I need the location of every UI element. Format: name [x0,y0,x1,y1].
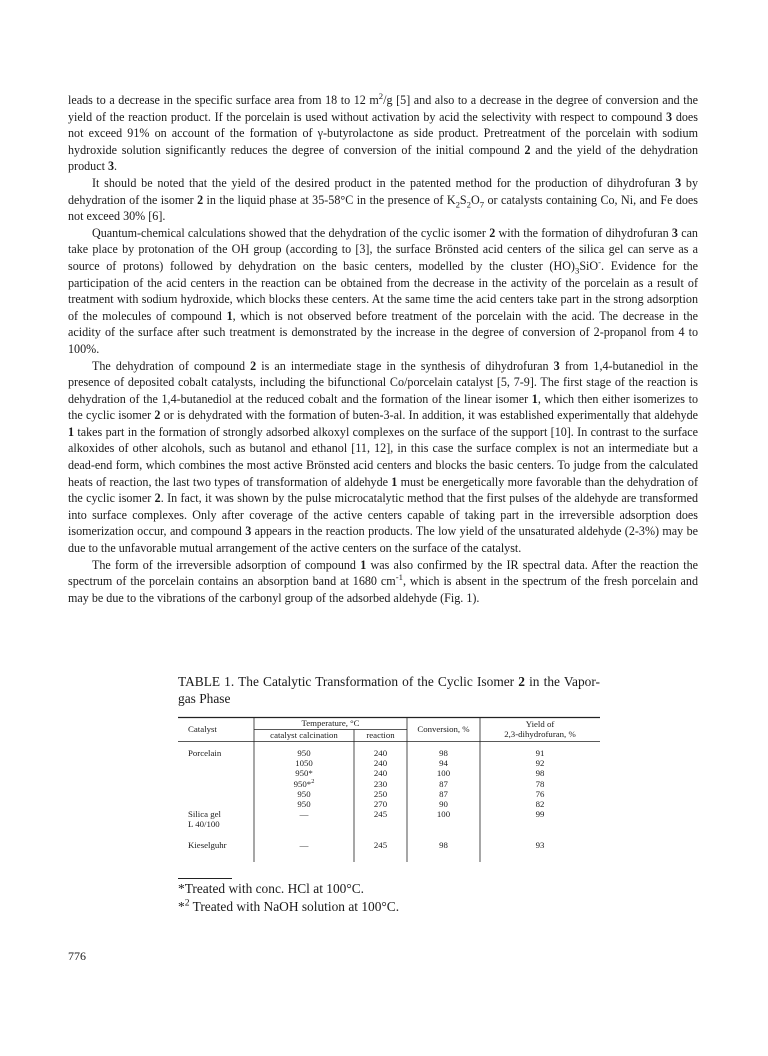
cell-calcination [254,819,354,829]
cell-reaction: 240 [373,768,388,779]
cell-reaction: 245 [373,809,388,820]
cell-catalyst [178,799,254,809]
cell-catalyst: Silica gel [188,809,221,820]
cell-yield: 76 [535,788,545,799]
table-body [178,741,600,850]
data-table [178,717,600,850]
cell-calcination: — [299,809,309,820]
cell-reaction: 240 [373,758,388,769]
cell-reaction: 250 [373,788,388,799]
table-row [178,830,600,850]
cell-catalyst: L 40/100 [188,819,220,830]
cell-conversion: 98 [439,748,448,758]
cell-calcination: 950*$^2$ [293,777,315,789]
table-row [178,768,600,778]
header-catalyst: Catalyst [188,724,217,734]
table-caption: TABLE 1. The Catalytic Transformation of the Cyclic Isomer 2 in the Vapor-gas Phase [178,674,601,706]
cell-yield: 78 [535,778,545,789]
cell-calcination: 950 [297,788,311,799]
cell-catalyst [178,768,254,778]
paragraph-2: It should be noted that the yield of the desired product in the patented method for the production of dihydrofuran 3 by dehydration of the isomer 2 in the liquid phase at 35-58°C in the presence of $K_2S_2O_7$ or catalysts containing Co, Ni, and Fe does not exceed 30% [6]. [68,175,698,224]
footnote-1: *Treated with conc. HCl at 100°C. [178,881,364,896]
cell-calcination: 1050 [295,758,313,769]
cell-conversion: 90 [439,798,448,809]
cell-reaction: 270 [373,798,388,809]
footnote-rule [178,878,232,879]
header-temperature: Temperature, °C [301,718,360,728]
cell-calcination: 950 [297,748,311,758]
cell-yield [480,819,600,829]
cell-yield: 92 [535,758,545,769]
table-row [178,819,600,829]
cell-catalyst: Porcelain [188,748,222,758]
cell-calcination: — [299,839,309,850]
cell-conversion [407,819,480,829]
paragraph-1: leads to a decrease in the specific surface area from 18 to 12 $m^2/g$ [5] and also to a decrease in the degree of conversion and the yield of the reaction product. If the porcelain is used without activation by acid the selectivity with respect to compound 3 does not exceed 91% on account of the formation of γ-butyrolactone as side product. Pretreatment of the porcelain with sodium hydroxide solution significantly reduces the degree of conversion of the initial compound 2 and the yield of the dehydration product 3. [68,90,698,174]
table-row [178,779,600,789]
cell-calcination: 950* [295,768,313,779]
cell-conversion: 87 [439,788,448,799]
cell-catalyst [178,758,254,768]
cell-catalyst: Kieselguhr [188,839,227,850]
header-yield-line2: 2,3-dihydrofuran, % [504,729,576,739]
table-header [178,717,600,741]
cell-calcination: 950 [297,798,311,809]
table-row [178,789,600,799]
cell-catalyst [178,779,254,789]
paragraph-5: The form of the irreversible adsorption of compound 1 was also confirmed by the IR spectral data. After the reaction the spectrum of the porcelain contains an absorption band at 1680 $cm^{-1}$, which is absent in the spectrum of the fresh porcelain and may be due to the vibrations of the carbonyl group of the adsorbed aldehyde (Fig. 1). [68,557,698,605]
cell-yield: 82 [535,798,545,809]
cell-reaction: 230 [373,778,388,789]
cell-conversion: 87 [439,778,448,789]
paragraph-4: The dehydration of compound 2 is an intermediate stage in the synthesis of dihydrofuran 3 from 1,4-butanediol in the presence of deposited cobalt catalysts, including the bifunctional Co/porcelain catalyst [5, 7-9]. The first stage of the reaction is dehydration of the 1,4-butanediol at the reduced cobalt and the formation of the linear isomer 1, which then either isomerizes to the cyclic isomer 2 or is dehydrated with the formation of buten-3-al. In addition, it was established experimentally that aldehyde 1 takes part in the formation of strongly adsorbed alkoxyl complexes on the surface of the support [10]. In contrast to the surface alkoxides of other alcohols, such as butanol and ethanol [11, 12], in this case the surface complex is not an intermediate but a dead-end form, which combines the most active Brönsted acid centers and blocks the basic centers. To judge from the calculated heats of reaction, the last two types of transformation of aldehyde 1 must be energetically more favorable than the dehydration of the cyclic isomer 2. In fact, it was shown by the pulse microcatalytic method that the first pulses of the aldehyde are transformed into surface complexes. Only after coverage of the active centers capable of taking part in the irreversible adsorption does isomerization occur, and compound 3 appears in the reaction products. The low yield of the unsaturated aldehyde (2-3%) may be due to the unfavorable mutual arrangement of the active centers on the surface of the catalyst. [68,358,699,556]
cell-conversion: 98 [439,839,448,850]
paragraph-3: Quantum-chemical calculations showed that the dehydration of the cyclic isomer 2 with the formation of dihydrofuran 3 can take place by protonation of the OH group (according to [3], the surface Brönsted acid centers of the silica gel can serve as a source of protons) followed by dehydration on the basic centers, modelled by the cluster $(HO)_3SiO^-$. Evidence for the participation of the acid centers in the reaction can be obtained from the decrease in the activity of the porcelain as a result of treatment with sodium hydroxide, which blocks these centers. At the same time the acid centers take part in the strong adsorption of the molecules of compound 1, which is not observed before treatment of the porcelain with the acid. The decrease in the acidity of the surface after such treatment is demonstrated by the increase in the degree of conversion of 2-propanol from 4 to 100%. [68,225,698,356]
cell-catalyst [178,789,254,799]
cell-conversion: 100 [436,768,451,779]
cell-reaction: 240 [373,748,388,758]
cell-yield: 98 [535,768,545,779]
body-text [68,92,698,606]
footnote-2: *$^2$ Treated with NaOH solution at 100°C. [178,897,400,914]
header-yield-line1: Yield of [525,719,555,729]
header-reaction: reaction [366,730,395,740]
cell-yield: 93 [535,839,545,850]
table-row [178,748,600,758]
cell-conversion: 94 [439,758,448,769]
table-row [178,799,600,809]
header-calcination: catalyst calcination [270,730,338,740]
table-row [178,809,600,819]
footnotes [178,880,608,916]
table-row [178,758,600,768]
cell-reaction [354,819,407,829]
cell-yield: 99 [535,809,545,820]
cell-reaction: 245 [373,839,388,850]
cell-yield: 91 [535,748,545,758]
cell-conversion: 100 [436,809,451,820]
header-conversion: Conversion, % [417,724,470,734]
header-yield [480,717,600,741]
page-number: 776 [68,949,86,963]
